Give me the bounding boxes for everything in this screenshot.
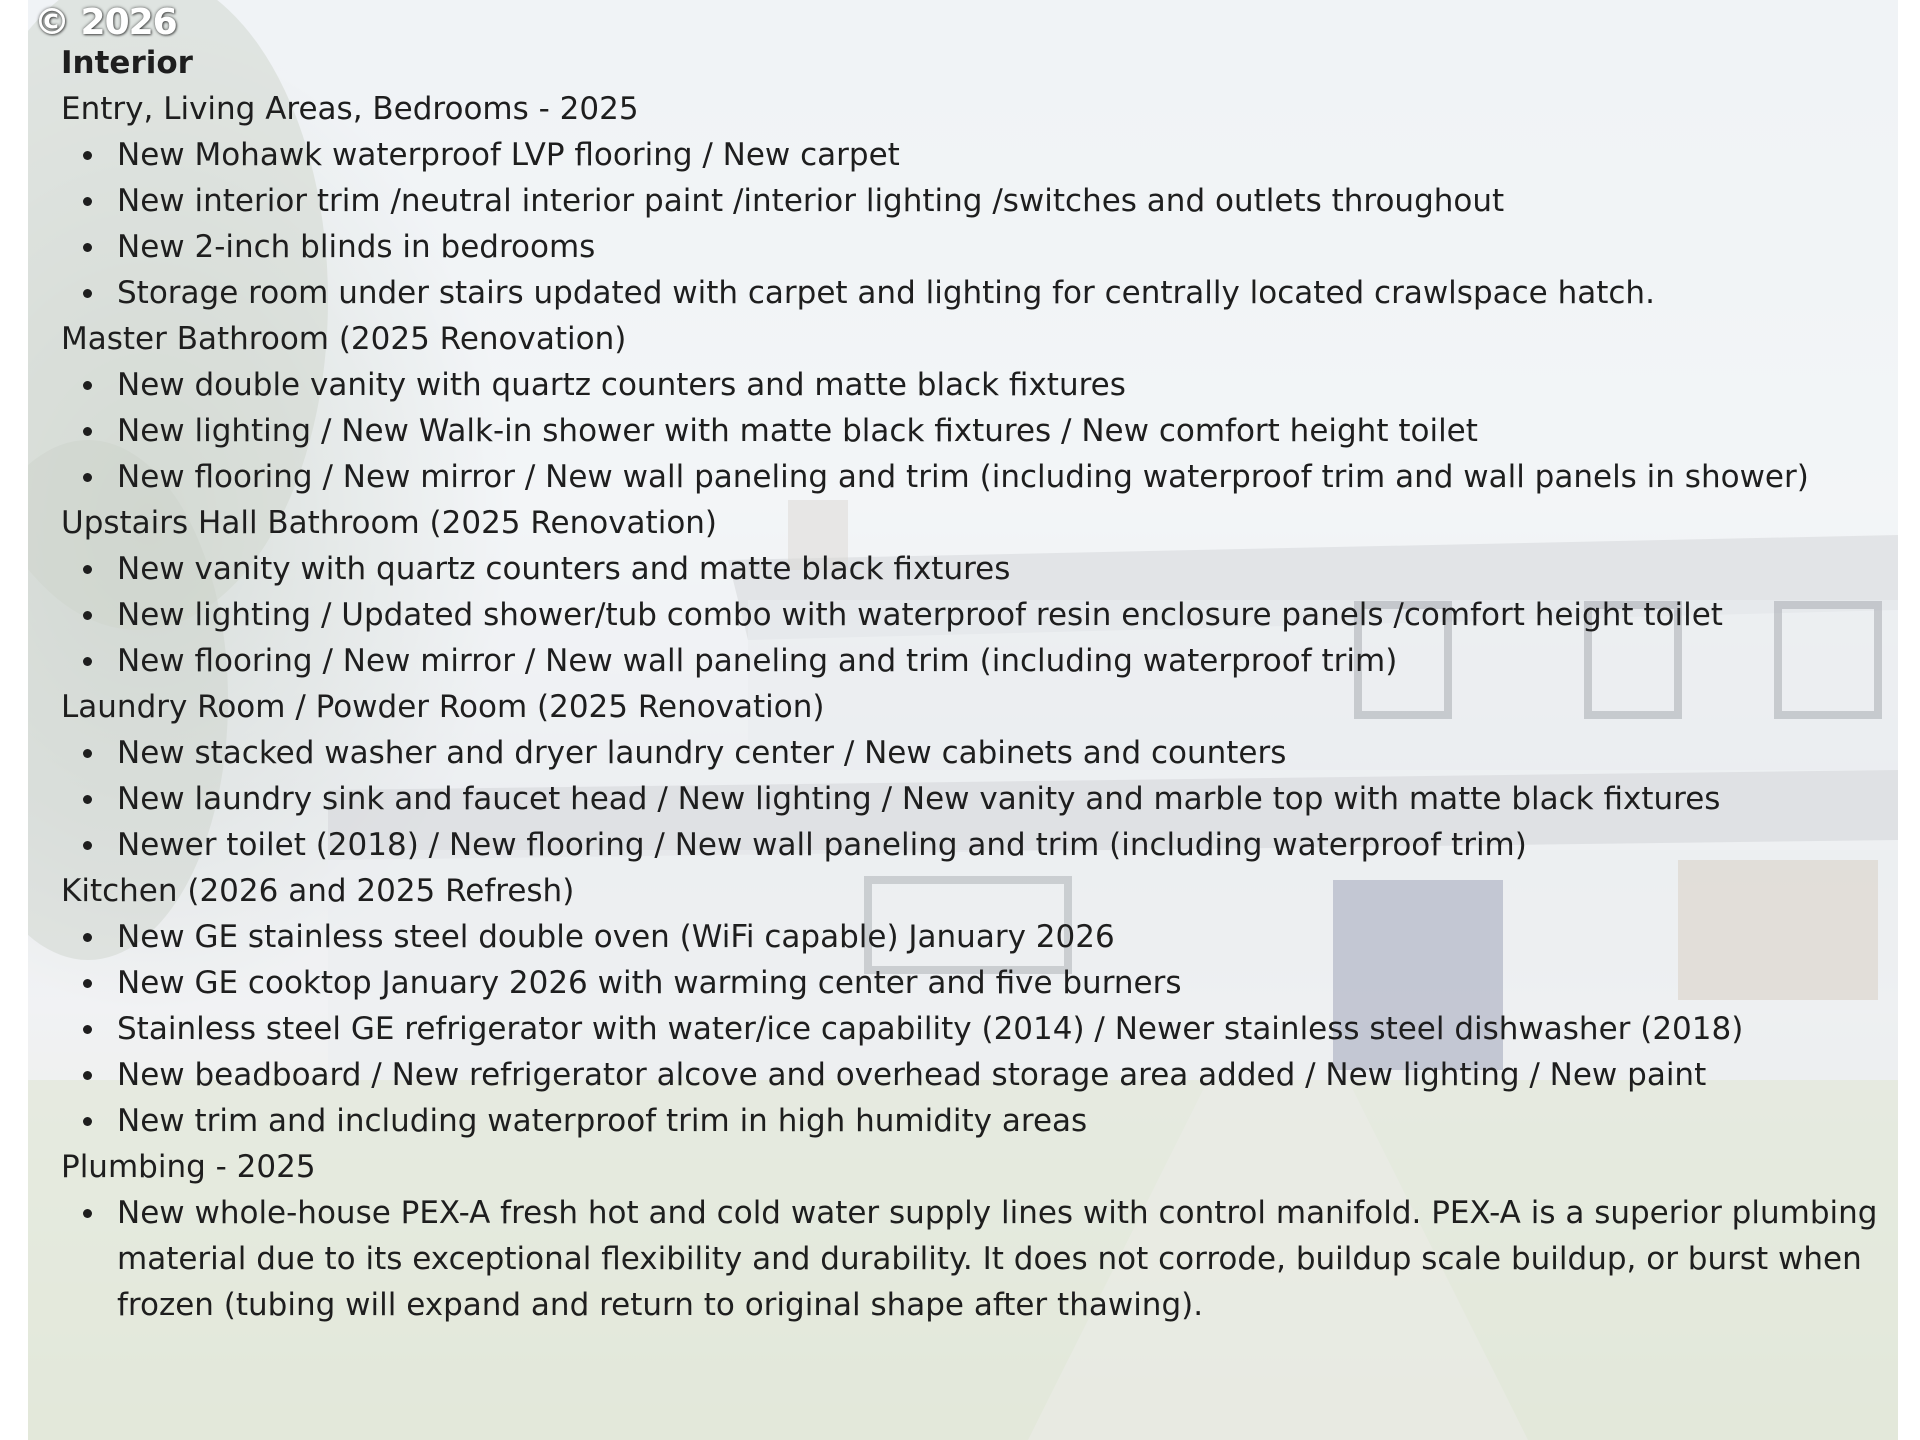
bullet-icon bbox=[83, 933, 92, 942]
sections-container bbox=[61, 86, 1881, 1328]
list-item bbox=[117, 730, 1881, 776]
bullet-icon bbox=[83, 749, 92, 758]
bullet-list bbox=[61, 546, 1881, 684]
list-item bbox=[117, 822, 1881, 868]
list-item-text: New lighting / New Walk-in shower with matte black fixtures / New comfort height toilet bbox=[117, 413, 1478, 449]
list-item bbox=[117, 546, 1881, 592]
bullet-list bbox=[61, 730, 1881, 868]
section-heading: Laundry Room / Powder Room (2025 Renovation) bbox=[61, 689, 825, 725]
list-item-text: New laundry sink and faucet head / New lighting / New vanity and marble top with matte black fixtures bbox=[117, 781, 1721, 817]
bullet-icon bbox=[83, 381, 92, 390]
bullet-icon bbox=[83, 1209, 92, 1218]
list-item bbox=[117, 776, 1881, 822]
list-item-text: New whole-house PEX-A fresh hot and cold water supply lines with control manifold. PEX-A is a superior plumbing material due to its exceptional flexibility and durability. It does not corrode, buildup scale buildup, or burst when frozen (tubing will expand and return to original shape after thawing). bbox=[117, 1195, 1878, 1323]
list-item bbox=[117, 638, 1881, 684]
list-item bbox=[117, 592, 1881, 638]
list-item-text: New beadboard / New refrigerator alcove and overhead storage area added / New lighting / New paint bbox=[117, 1057, 1707, 1093]
bullet-icon bbox=[83, 1025, 92, 1034]
bullet-icon bbox=[83, 795, 92, 804]
list-item-text: New Mohawk waterproof LVP flooring / New carpet bbox=[117, 137, 900, 173]
bullet-icon bbox=[83, 1117, 92, 1126]
bullet-icon bbox=[83, 197, 92, 206]
list-item-text: New GE stainless steel double oven (WiFi capable) January 2026 bbox=[117, 919, 1115, 955]
list-item bbox=[117, 178, 1881, 224]
bullet-icon bbox=[83, 473, 92, 482]
list-item bbox=[117, 1098, 1881, 1144]
list-item-text: New GE cooktop January 2026 with warming center and five burners bbox=[117, 965, 1182, 1001]
page-title: Interior bbox=[61, 45, 193, 81]
list-item bbox=[117, 270, 1881, 316]
list-item-text: New stacked washer and dryer laundry center / New cabinets and counters bbox=[117, 735, 1287, 771]
list-item bbox=[117, 132, 1881, 178]
section-heading: Plumbing - 2025 bbox=[61, 1149, 316, 1185]
list-item-text: New 2-inch blinds in bedrooms bbox=[117, 229, 596, 265]
list-item bbox=[117, 1052, 1881, 1098]
section-heading: Upstairs Hall Bathroom (2025 Renovation) bbox=[61, 505, 718, 541]
bullet-list bbox=[61, 132, 1881, 316]
section-heading: Master Bathroom (2025 Renovation) bbox=[61, 321, 627, 357]
list-item bbox=[117, 362, 1881, 408]
bullet-icon bbox=[83, 1071, 92, 1080]
list-item bbox=[117, 224, 1881, 270]
list-item-text: Storage room under stairs updated with carpet and lighting for centrally located crawlspace hatch. bbox=[117, 275, 1655, 311]
list-item bbox=[117, 408, 1881, 454]
list-item bbox=[117, 960, 1881, 1006]
bullet-icon bbox=[83, 151, 92, 160]
copyright-watermark: © 2026 bbox=[34, 2, 177, 43]
list-item-text: New trim and including waterproof trim in high humidity areas bbox=[117, 1103, 1088, 1139]
bullet-list bbox=[61, 1190, 1881, 1328]
bullet-icon bbox=[83, 427, 92, 436]
list-item-text: New vanity with quartz counters and matte black fixtures bbox=[117, 551, 1011, 587]
list-item-text: New lighting / Updated shower/tub combo with waterproof resin enclosure panels /comfort height toilet bbox=[117, 597, 1723, 633]
feature-list bbox=[61, 40, 1881, 1328]
bullet-icon bbox=[83, 565, 92, 574]
bullet-list bbox=[61, 914, 1881, 1144]
list-item-text: New double vanity with quartz counters and matte black fixtures bbox=[117, 367, 1126, 403]
list-item-text: New flooring / New mirror / New wall paneling and trim (including waterproof trim) bbox=[117, 643, 1398, 679]
listing-photo-card bbox=[28, 0, 1898, 1440]
list-item bbox=[117, 1190, 1881, 1328]
bullet-icon bbox=[83, 611, 92, 620]
bullet-icon bbox=[83, 979, 92, 988]
bullet-icon bbox=[83, 243, 92, 252]
bullet-icon bbox=[83, 289, 92, 298]
bullet-icon bbox=[83, 657, 92, 666]
list-item-text: New flooring / New mirror / New wall paneling and trim (including waterproof trim and wall panels in shower) bbox=[117, 459, 1809, 495]
list-item-text: Stainless steel GE refrigerator with water/ice capability (2014) / Newer stainless steel dishwasher (2018) bbox=[117, 1011, 1744, 1047]
bullet-list bbox=[61, 362, 1881, 500]
bullet-icon bbox=[83, 841, 92, 850]
list-item-text: Newer toilet (2018) / New flooring / New wall paneling and trim (including waterproof trim) bbox=[117, 827, 1527, 863]
list-item bbox=[117, 1006, 1881, 1052]
list-item bbox=[117, 914, 1881, 960]
list-item-text: New interior trim /neutral interior paint /interior lighting /switches and outlets throughout bbox=[117, 183, 1505, 219]
section-heading: Entry, Living Areas, Bedrooms - 2025 bbox=[61, 91, 639, 127]
list-item bbox=[117, 454, 1881, 500]
section-heading: Kitchen (2026 and 2025 Refresh) bbox=[61, 873, 575, 909]
